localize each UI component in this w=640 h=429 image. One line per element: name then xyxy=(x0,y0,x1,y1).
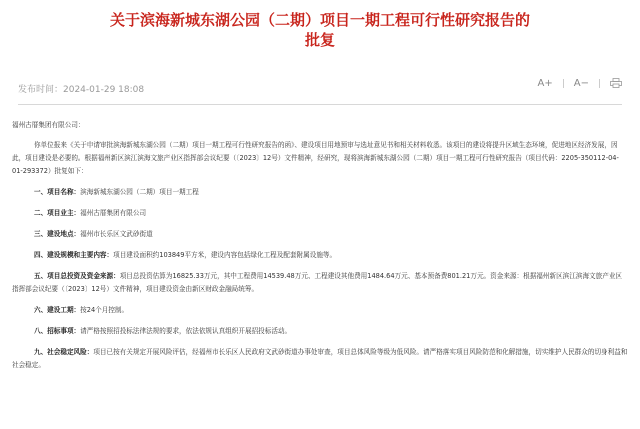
item-scale: 四、建设规模和主要内容：项目建设面积约103849平方米，建设内容包括绿化工程及配套附属设施等。 xyxy=(34,251,337,259)
title-line-1: 关于滨海新城东湖公园（二期）项目一期工程可行性研究报告的 xyxy=(109,11,530,29)
item-location: 三、建设地点：福州市长乐区文武砂街道 xyxy=(34,230,153,238)
item-schedule: 六、建设工期：按24个月控制。 xyxy=(34,306,129,314)
font-decrease-button[interactable]: A− xyxy=(574,78,600,89)
intro-paragraph: 你单位报来《关于申请审批滨海新城东湖公园（二期）项目一期工程可行性研究报告的函》、建设项目用地预审与选址意见书和相关材料收悉。该项目的建设将提升区域生态环境，促进地区经济发展，因此，项目建设是必要的。根据福州新区滨江滨海文旅产业区指挥部会议纪要（〔2023〕12号）文件精神，经研究，现将滨海新城东湖公园（二期）项目一期工程可行性研究报告（项目代码：2205-350112-04-01-293372）批复如下： xyxy=(12,141,619,175)
item-investment: 五、项目总投资及资金来源：项目总投资估算为16825.33万元，其中工程费用14539.48万元、工程建设其他费用1484.64万元、基本预备费801.21万元。资金来源：根据福州新区滨江滨海文旅产业区指挥部会议纪要（〔2023〕12号）文件精神，项目建设资金由新区财政金融局统筹。 xyxy=(12,272,623,293)
publish-date: 发布时间：2024-01-29 18:08 xyxy=(18,85,145,95)
item-bidding: 八、招标事项：请严格按照招投标法律法规的要求，依法依规认真组织开展招投标活动。 xyxy=(34,327,292,335)
article-tools xyxy=(538,78,622,89)
header-divider xyxy=(18,104,622,105)
article-body xyxy=(12,119,628,372)
item-project-name: 一、项目名称：滨海新城东湖公园（二期）项目一期工程 xyxy=(34,188,199,196)
print-button[interactable] xyxy=(610,78,622,89)
salutation: 福州古厝集团有限公司： xyxy=(12,121,85,129)
item-social-risk: 九、社会稳定风险：项目已按有关规定开展风险评估，经福州市长乐区人民政府文武砂街道办事处审查，项目总体风险等级为低风险。请严格落实项目风险防范和化解措施，切实维护人民群众的切身利益和社会稳定。 xyxy=(12,348,628,369)
article-meta-bar xyxy=(18,78,622,96)
title-line-2: 批复 xyxy=(304,31,335,49)
page-title xyxy=(0,10,640,50)
font-increase-button[interactable]: A+ xyxy=(538,78,564,89)
printer-icon xyxy=(610,78,622,88)
item-project-owner: 二、项目业主：福州古厝集团有限公司 xyxy=(34,209,147,217)
